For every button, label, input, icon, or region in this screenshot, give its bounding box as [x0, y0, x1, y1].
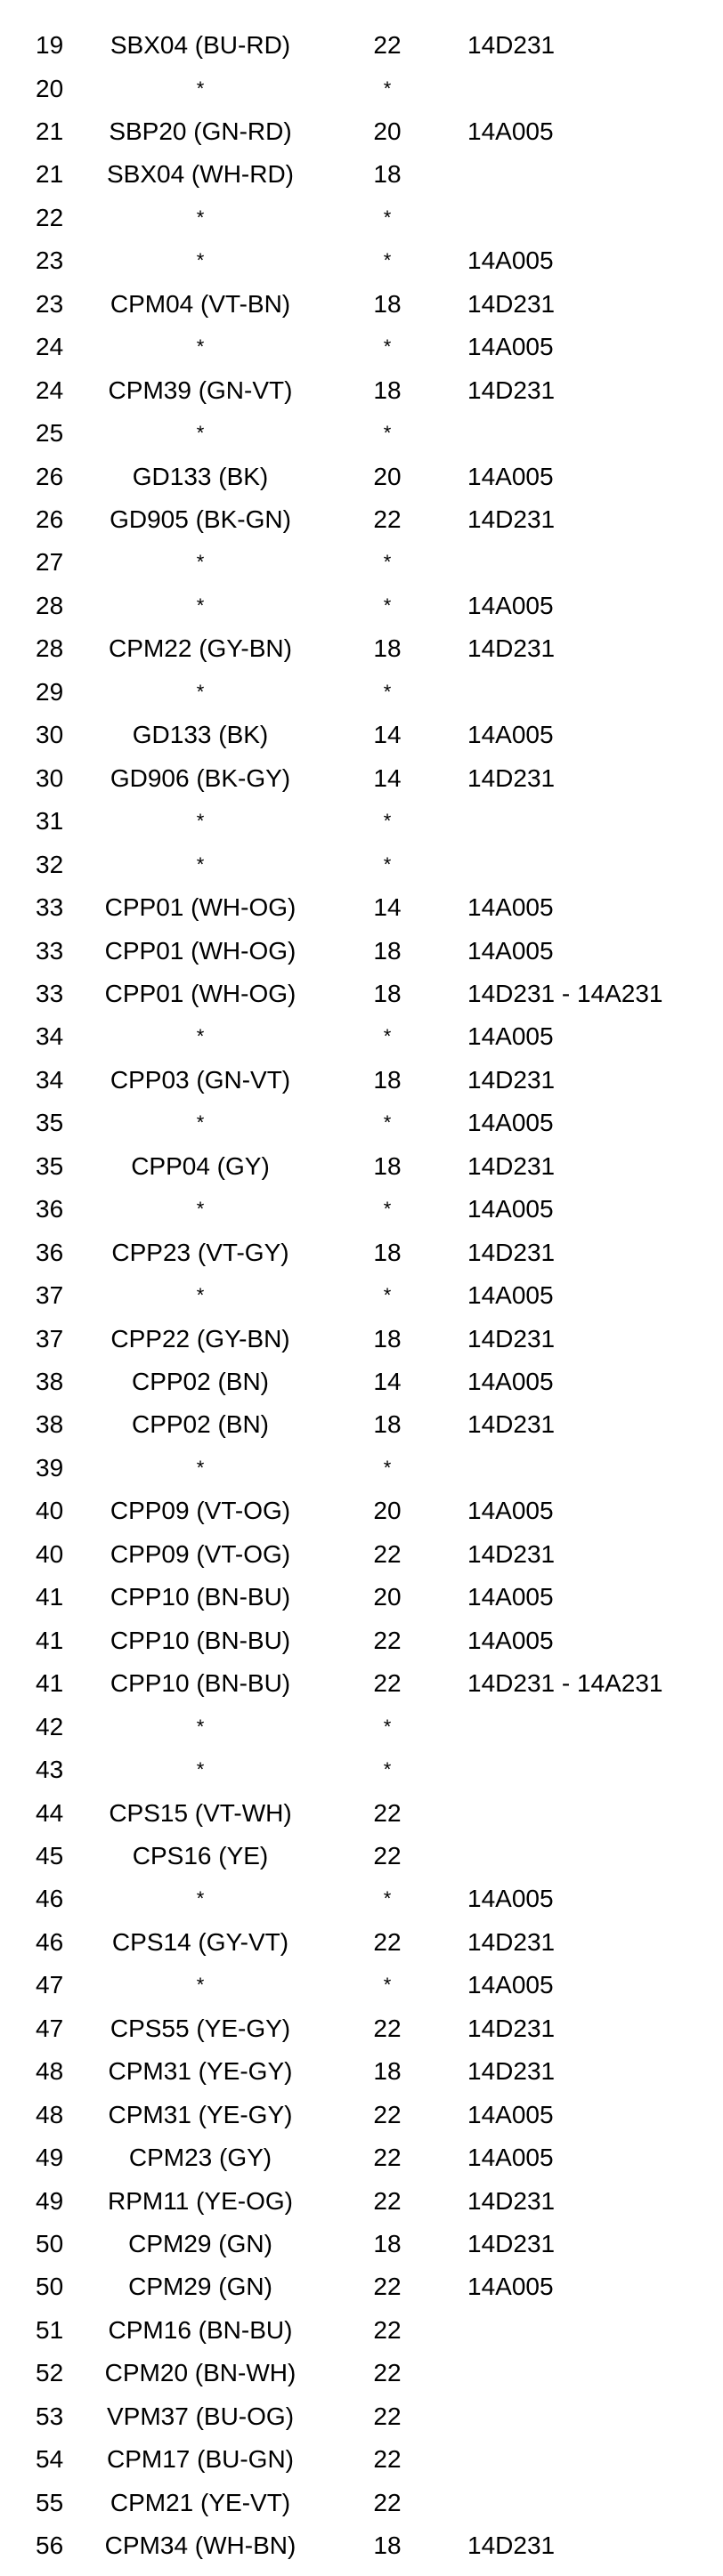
circuit-color-cell: CPP09 (VT-OG) — [110, 1497, 291, 1525]
pin-number-cell: 52 — [36, 2359, 64, 2387]
wire-gauge-cell: * — [383, 551, 392, 574]
table-row — [0, 1886, 723, 1929]
circuit-color-cell: CPP02 (BN) — [131, 1410, 270, 1439]
circuit-color-cell: CPP23 (VT-GY) — [111, 1238, 289, 1266]
pin-number-cell: 44 — [36, 1798, 64, 1827]
circuit-color-cell: * — [196, 422, 205, 445]
circuit-color-cell: * — [196, 1025, 205, 1048]
pin-number-cell: 23 — [36, 289, 64, 318]
circuit-color-cell: CPM29 (GN) — [128, 2273, 272, 2301]
table-row — [0, 723, 723, 765]
wire-gauge-cell: 14 — [373, 1368, 402, 1395]
table-row — [0, 74, 723, 119]
wire-gauge-cell: 18 — [373, 375, 402, 404]
pin-number-cell: 55 — [36, 2488, 64, 2516]
circuit-color-cell: CPM22 (GY-BN) — [109, 634, 292, 663]
wire-gauge-cell: 22 — [373, 1927, 402, 1956]
pin-number-cell: 47 — [36, 2014, 64, 2042]
part-number-cell: 14D231 — [467, 2532, 556, 2560]
circuit-color-cell: * — [196, 335, 205, 359]
table-row — [0, 2533, 723, 2576]
pin-number-cell: 19 — [36, 31, 64, 59]
table-row — [0, 2186, 723, 2232]
part-number-cell: 14D231 — [467, 2057, 556, 2086]
wire-gauge-cell: * — [383, 1974, 392, 1997]
part-number-cell: 14A005 — [467, 1368, 554, 1395]
circuit-color-cell: CPM34 (WH-BN) — [104, 2532, 297, 2560]
table-row — [0, 1453, 723, 1498]
table-row — [0, 2145, 723, 2188]
table-row — [0, 2488, 723, 2533]
part-number-cell: 14A005 — [467, 1109, 554, 1137]
circuit-color-cell: CPM39 (GN-VT) — [108, 375, 293, 404]
pin-number-cell: 32 — [36, 850, 64, 878]
pin-number-cell: 40 — [36, 1539, 64, 1568]
pin-number-cell: 29 — [36, 677, 64, 706]
pin-number-cell: 41 — [36, 1626, 64, 1654]
table-row — [0, 677, 723, 723]
circuit-color-cell: * — [196, 810, 205, 833]
table-row — [0, 550, 723, 593]
pin-number-cell: 35 — [36, 1151, 64, 1180]
wire-gauge-cell: 18 — [373, 2230, 402, 2257]
table-row — [0, 2059, 723, 2102]
table-row — [0, 1324, 723, 1369]
wire-gauge-cell: 22 — [373, 2445, 402, 2474]
part-number-cell: 14A005 — [467, 2100, 554, 2128]
part-number-cell: 14A005 — [467, 591, 554, 619]
circuit-color-cell: * — [196, 551, 205, 574]
wire-gauge-cell: 22 — [373, 2315, 402, 2344]
part-number-cell: 14D231 — [467, 634, 556, 663]
wire-gauge-cell: 22 — [373, 2359, 402, 2387]
wire-gauge-cell: * — [383, 1887, 392, 1910]
circuit-color-cell: CPP09 (VT-OG) — [110, 1539, 291, 1568]
pin-number-cell: 22 — [36, 203, 64, 231]
pin-number-cell: 48 — [36, 2100, 64, 2128]
table-row — [0, 809, 723, 852]
table-row — [0, 2232, 723, 2274]
wire-gauge-cell: 20 — [373, 117, 402, 145]
table-row — [0, 1841, 723, 1886]
pin-number-cell: 33 — [36, 893, 64, 921]
pin-number-cell: 43 — [36, 1756, 64, 1783]
pin-number-cell: 56 — [36, 2532, 64, 2560]
wire-gauge-cell: 22 — [373, 1539, 402, 1568]
pin-number-cell: 26 — [36, 462, 64, 490]
circuit-color-cell: GD906 (BK-GY) — [110, 763, 291, 792]
part-number-cell: 14D231 — [467, 2230, 556, 2257]
table-row — [0, 421, 723, 464]
circuit-color-cell: * — [196, 1284, 205, 1307]
circuit-color-cell: CPS14 (GY-VT) — [111, 1927, 289, 1956]
circuit-color-cell: CPP10 (BN-BU) — [110, 1583, 291, 1611]
wire-gauge-cell: 22 — [373, 2014, 402, 2042]
part-number-cell: 14D231 — [467, 1238, 556, 1266]
circuit-color-cell: * — [196, 249, 205, 272]
pin-number-cell: 26 — [36, 505, 64, 533]
part-number-cell: 14D231 — [467, 1539, 556, 1568]
circuit-color-cell: CPP02 (BN) — [131, 1368, 270, 1395]
circuit-color-cell: * — [196, 1456, 205, 1479]
pin-number-cell: 28 — [36, 634, 64, 663]
part-number-cell: 14D231 — [467, 289, 556, 318]
part-number-cell: 14D231 - 14A231 — [467, 979, 663, 1007]
table-row — [0, 1539, 723, 1585]
table-row — [0, 1065, 723, 1110]
wire-gauge-cell: * — [383, 335, 392, 359]
table-row — [0, 636, 723, 679]
wire-gauge-cell: 18 — [373, 1238, 402, 1266]
table-row — [0, 33, 723, 76]
pin-number-cell: 21 — [36, 160, 64, 189]
wire-gauge-cell: * — [383, 1715, 392, 1738]
pin-number-cell: 46 — [36, 1927, 64, 1956]
pin-number-cell: 41 — [36, 1669, 64, 1698]
circuit-color-cell: * — [196, 1111, 205, 1135]
circuit-color-cell: * — [196, 206, 205, 229]
circuit-color-cell: CPS55 (YE-GY) — [110, 2014, 291, 2042]
table-row — [0, 1369, 723, 1412]
wire-gauge-cell: * — [383, 1198, 392, 1221]
table-row — [0, 1240, 723, 1283]
circuit-color-cell: VPM37 (BU-OG) — [106, 2402, 295, 2430]
circuit-color-cell: CPP01 (WH-OG) — [104, 979, 297, 1007]
table-row — [0, 1283, 723, 1326]
part-number-cell: 14A005 — [467, 246, 554, 275]
part-number-cell: 14A005 — [467, 721, 554, 749]
part-number-cell: 14D231 - 14A231 — [467, 1669, 663, 1698]
part-number-cell: 14A005 — [467, 893, 554, 921]
pin-number-cell: 28 — [36, 591, 64, 619]
table-row — [0, 1110, 723, 1153]
table-row — [0, 1712, 723, 1757]
wire-gauge-cell: 22 — [373, 505, 402, 533]
circuit-color-cell: CPP10 (BN-BU) — [110, 1626, 291, 1654]
pin-number-cell: 33 — [36, 936, 64, 965]
pin-number-cell: 47 — [36, 1971, 64, 1999]
wire-gauge-cell: * — [383, 680, 392, 703]
wire-gauge-cell: 18 — [373, 979, 402, 1007]
wire-gauge-cell: 20 — [373, 1497, 402, 1525]
pin-number-cell: 48 — [36, 2057, 64, 2086]
circuit-color-cell: * — [196, 1758, 205, 1781]
part-number-cell: 14A005 — [467, 1971, 554, 1999]
table-row — [0, 1498, 723, 1541]
circuit-color-cell: * — [196, 77, 205, 100]
table-row — [0, 119, 723, 162]
part-number-cell: 14A005 — [467, 1626, 554, 1654]
part-number-cell: 14A005 — [467, 1022, 554, 1051]
table-row — [0, 895, 723, 938]
table-row — [0, 2315, 723, 2361]
pin-number-cell: 20 — [36, 74, 64, 102]
pin-number-cell: 41 — [36, 1583, 64, 1611]
table-row — [0, 1973, 723, 2015]
table-row — [0, 335, 723, 377]
wire-gauge-cell: * — [383, 1284, 392, 1307]
pin-number-cell: 37 — [36, 1324, 64, 1353]
pin-number-cell: 36 — [36, 1195, 64, 1223]
circuit-color-cell: SBX04 (WH-RD) — [106, 160, 294, 189]
wire-gauge-cell: 22 — [373, 1841, 402, 1869]
part-number-cell: 14D231 — [467, 1324, 556, 1353]
wire-gauge-cell: * — [383, 422, 392, 445]
table-row — [0, 2016, 723, 2059]
table-row — [0, 1628, 723, 1671]
circuit-color-cell: SBX04 (BU-RD) — [110, 31, 291, 59]
pin-number-cell: 34 — [36, 1065, 64, 1094]
table-row — [0, 1197, 723, 1240]
circuit-color-cell: RPM11 (YE-OG) — [108, 2186, 293, 2215]
part-number-cell: 14A005 — [467, 1281, 554, 1310]
part-number-cell: 14D231 — [467, 2186, 556, 2215]
circuit-color-cell: CPP01 (WH-OG) — [104, 936, 297, 965]
part-number-cell: 14A005 — [467, 2144, 554, 2172]
table-row — [0, 936, 723, 981]
circuit-color-cell: GD133 (BK) — [132, 462, 269, 490]
circuit-color-cell: * — [196, 680, 205, 703]
table-row — [0, 591, 723, 636]
pin-number-cell: 37 — [36, 1281, 64, 1310]
pin-number-cell: 42 — [36, 1712, 64, 1740]
part-number-cell: 14A005 — [467, 1195, 554, 1223]
pin-number-cell: 38 — [36, 1410, 64, 1439]
circuit-color-cell: CPM23 (GY) — [128, 2144, 272, 2172]
part-number-cell: 14D231 — [467, 375, 556, 404]
circuit-color-cell: SBP20 (GN-RD) — [109, 117, 292, 145]
circuit-color-cell: GD133 (BK) — [132, 721, 269, 749]
wire-gauge-cell: 20 — [373, 462, 402, 490]
pin-number-cell: 35 — [36, 1109, 64, 1137]
wire-gauge-cell: 22 — [373, 2488, 402, 2516]
wire-gauge-cell: 18 — [373, 1324, 402, 1353]
table-row — [0, 1151, 723, 1197]
wire-gauge-cell: * — [383, 1456, 392, 1479]
circuit-color-cell: CPM29 (GN) — [128, 2230, 272, 2257]
pin-number-cell: 49 — [36, 2144, 64, 2172]
wire-gauge-cell: * — [383, 77, 392, 100]
part-number-cell: 14A005 — [467, 936, 554, 965]
pin-number-cell: 30 — [36, 763, 64, 792]
table-row — [0, 375, 723, 421]
pin-number-cell: 45 — [36, 1841, 64, 1869]
part-number-cell: 14D231 — [467, 2014, 556, 2042]
wire-gauge-cell: * — [383, 594, 392, 617]
part-number-cell: 14D231 — [467, 505, 556, 533]
pin-number-cell: 27 — [36, 548, 64, 577]
wire-gauge-cell: 14 — [373, 763, 402, 792]
wire-gauge-cell: 22 — [373, 2273, 402, 2301]
table-row — [0, 2274, 723, 2317]
pin-number-cell: 38 — [36, 1368, 64, 1395]
wire-gauge-cell: 18 — [373, 1065, 402, 1094]
wire-gauge-cell: 18 — [373, 634, 402, 663]
wire-gauge-cell: 18 — [373, 160, 402, 189]
circuit-color-cell: * — [196, 1974, 205, 1997]
pin-number-cell: 51 — [36, 2315, 64, 2344]
wire-gauge-cell: 18 — [373, 289, 402, 318]
wire-gauge-cell: 22 — [373, 2186, 402, 2215]
pin-number-cell: 24 — [36, 375, 64, 404]
pin-number-cell: 49 — [36, 2186, 64, 2215]
circuit-color-cell: CPP04 (GY) — [131, 1151, 270, 1180]
table-row — [0, 2404, 723, 2447]
pin-number-cell: 50 — [36, 2273, 64, 2301]
wire-gauge-cell: 22 — [373, 1626, 402, 1654]
wire-gauge-cell: * — [383, 810, 392, 833]
table-row — [0, 507, 723, 550]
pin-number-cell: 24 — [36, 333, 64, 361]
circuit-color-cell: CPM16 (BN-BU) — [108, 2315, 293, 2344]
table-row — [0, 203, 723, 248]
circuit-color-cell: * — [196, 852, 205, 876]
wire-gauge-cell: 18 — [373, 2532, 402, 2560]
table-row — [0, 1757, 723, 1800]
table-row — [0, 1412, 723, 1455]
circuit-color-cell: CPP22 (GY-BN) — [110, 1324, 290, 1353]
part-number-cell: 14A005 — [467, 1885, 554, 1913]
circuit-color-cell: CPP01 (WH-OG) — [104, 893, 297, 921]
circuit-color-cell: CPS16 (YE) — [132, 1841, 269, 1869]
wire-gauge-cell: 22 — [373, 2100, 402, 2128]
wire-gauge-cell: * — [383, 1758, 392, 1781]
part-number-cell: 14A005 — [467, 462, 554, 490]
circuit-color-cell: CPM04 (VT-BN) — [110, 289, 291, 318]
wire-gauge-cell: 22 — [373, 1669, 402, 1698]
circuit-color-cell: * — [196, 594, 205, 617]
table-row — [0, 763, 723, 809]
table-row — [0, 162, 723, 205]
table-row — [0, 1024, 723, 1067]
wire-gauge-cell: * — [383, 206, 392, 229]
pin-number-cell: 40 — [36, 1497, 64, 1525]
pin-number-cell: 30 — [36, 721, 64, 749]
wire-gauge-cell: * — [383, 249, 392, 272]
wire-gauge-cell: 18 — [373, 936, 402, 965]
part-number-cell: 14D231 — [467, 1065, 556, 1094]
wire-gauge-cell: 22 — [373, 2144, 402, 2172]
table-row — [0, 2100, 723, 2145]
part-number-cell: 14A005 — [467, 333, 554, 361]
part-number-cell: 14D231 — [467, 763, 556, 792]
table-row — [0, 2361, 723, 2403]
wire-gauge-cell: * — [383, 1111, 392, 1135]
table-row — [0, 981, 723, 1024]
pin-number-cell: 54 — [36, 2445, 64, 2474]
part-number-cell: 14D231 — [467, 1410, 556, 1439]
pin-number-cell: 39 — [36, 1453, 64, 1482]
part-number-cell: 14A005 — [467, 117, 554, 145]
wire-gauge-cell: 22 — [373, 2402, 402, 2430]
wire-gauge-cell: 18 — [373, 1151, 402, 1180]
pin-number-cell: 46 — [36, 1885, 64, 1913]
circuit-color-cell: CPM31 (YE-GY) — [108, 2057, 293, 2086]
circuit-color-cell: CPM31 (YE-GY) — [108, 2100, 293, 2128]
wire-gauge-cell: * — [383, 852, 392, 876]
table-row — [0, 2447, 723, 2490]
part-number-cell: 14A005 — [467, 2273, 554, 2301]
table-row — [0, 1671, 723, 1714]
part-number-cell: 14D231 — [467, 31, 556, 59]
table-row — [0, 1927, 723, 1973]
wire-gauge-cell: * — [383, 1025, 392, 1048]
circuit-color-cell: CPP03 (GN-VT) — [110, 1065, 291, 1094]
table-row — [0, 1798, 723, 1844]
circuit-color-cell: * — [196, 1715, 205, 1738]
circuit-color-cell: CPM20 (BN-WH) — [104, 2359, 297, 2387]
wire-gauge-cell: 18 — [373, 2057, 402, 2086]
pin-number-cell: 31 — [36, 807, 64, 836]
circuit-color-cell: CPP10 (BN-BU) — [110, 1669, 291, 1698]
circuit-color-cell: CPM21 (YE-VT) — [110, 2488, 291, 2516]
table-row — [0, 852, 723, 895]
wire-gauge-cell: 20 — [373, 1583, 402, 1611]
circuit-color-cell: * — [196, 1887, 205, 1910]
pin-number-cell: 53 — [36, 2402, 64, 2430]
part-number-cell: 14A005 — [467, 1583, 554, 1611]
pin-number-cell: 33 — [36, 979, 64, 1007]
table-row — [0, 289, 723, 335]
pin-number-cell: 23 — [36, 246, 64, 275]
pin-number-cell: 50 — [36, 2230, 64, 2257]
circuit-color-cell: GD905 (BK-GN) — [110, 505, 291, 533]
circuit-color-cell: CPM17 (BU-GN) — [106, 2445, 294, 2474]
part-number-cell: 14D231 — [467, 1927, 556, 1956]
pin-number-cell: 34 — [36, 1022, 64, 1051]
wire-gauge-cell: 14 — [373, 893, 402, 921]
pin-number-cell: 36 — [36, 1238, 64, 1266]
pin-number-cell: 25 — [36, 419, 64, 448]
table-row — [0, 464, 723, 507]
pin-number-cell: 21 — [36, 117, 64, 145]
table-row — [0, 248, 723, 291]
wire-gauge-cell: 22 — [373, 31, 402, 59]
part-number-cell: 14A005 — [467, 1497, 554, 1525]
table-row — [0, 1585, 723, 1627]
wire-gauge-cell: 14 — [373, 721, 402, 749]
circuit-color-cell: * — [196, 1198, 205, 1221]
part-number-cell: 14D231 — [467, 1151, 556, 1180]
circuit-color-cell: CPS15 (VT-WH) — [109, 1798, 292, 1827]
wire-gauge-cell: 18 — [373, 1410, 402, 1439]
wire-gauge-cell: 22 — [373, 1798, 402, 1827]
